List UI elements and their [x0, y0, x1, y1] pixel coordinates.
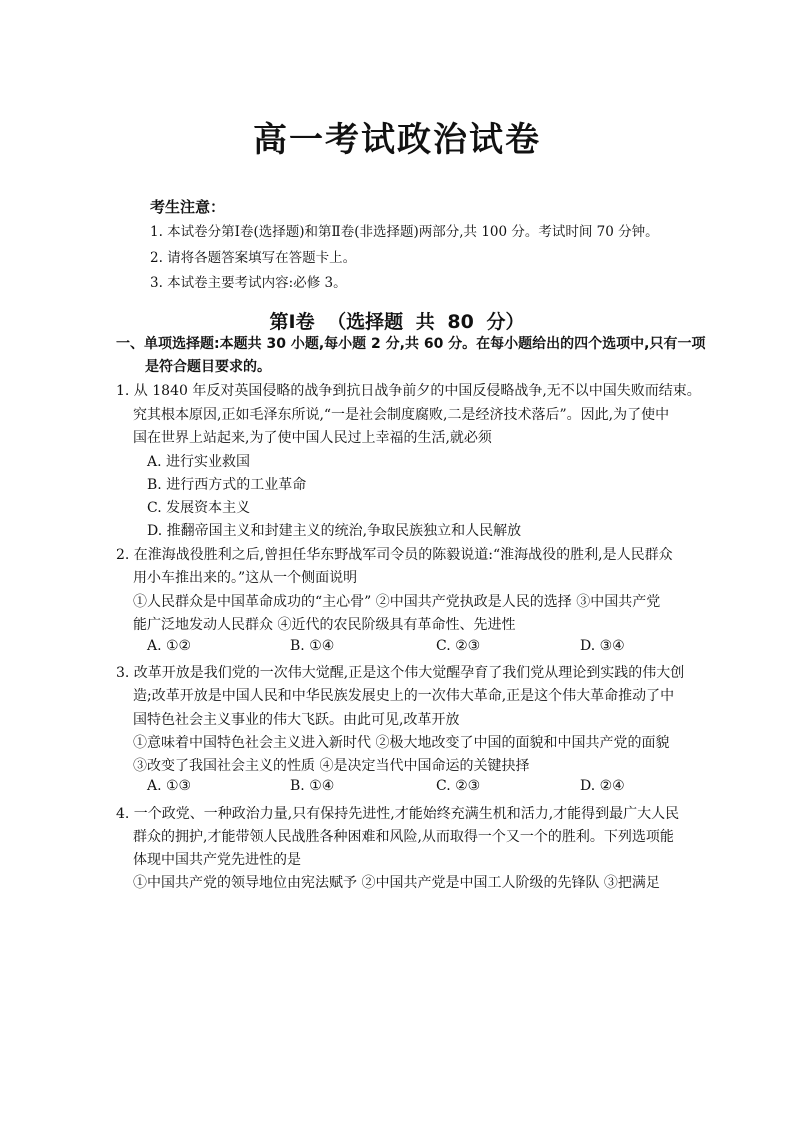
question-4-text: 4. 一个政党、一种政治力量,只有保持先进性,才能始终充满生机和活力,才能得到最广大人民 [116, 806, 680, 822]
question-2-option-b: B. ①④ [290, 638, 335, 654]
section-heading: 第Ⅰ卷 （选择题 共 80 分） [269, 311, 525, 333]
notice-heading: 考生注意： [150, 198, 226, 216]
section-instruction: 是符合题目要求的。 [145, 359, 271, 375]
question-2-text: 能广泛地发动人民群众 ④近代的农民阶级具有革命性、先进性 [133, 617, 516, 633]
question-3-text: ③改变了我国社会主义的性质 ④是决定当代中国命运的关键抉择 [133, 758, 530, 774]
question-4-text: 体现中国共产党先进性的是 [133, 852, 301, 868]
question-2-option-c: C. ②③ [436, 638, 481, 654]
question-2-option-a: A. ①② [147, 638, 192, 654]
notice-line: 2. 请将各题答案填写在答题卡上。 [150, 250, 357, 266]
question-3-option-c: C. ②③ [436, 778, 481, 794]
notice-line: 1. 本试卷分第Ⅰ卷(选择题)和第Ⅱ卷(非选择题)两部分,共 100 分。考试时间 70 分钟。 [150, 224, 659, 240]
question-2-option-d: D. ③④ [580, 638, 625, 654]
section-instruction: 一、单项选择题:本题共 30 小题,每小题 2 分,共 60 分。在每小题给出的四个选项中,只有一项 [116, 336, 706, 352]
question-4-text: ①中国共产党的领导地位由宪法赋予 ②中国共产党是中国工人阶级的先锋队 ③把满足 [133, 875, 660, 891]
question-1-option-c: C. 发展资本主义 [147, 500, 251, 516]
question-3-option-b: B. ①④ [290, 778, 335, 794]
question-1-text: 国在世界上站起来,为了使中国人民过上幸福的生活,就必须 [133, 430, 492, 446]
question-2-text: 2. 在淮海战役胜利之后,曾担任华东野战军司令员的陈毅说道:“淮海战役的胜利,是人民群众 [116, 547, 673, 563]
question-3-text: 3. 改革开放是我们党的一次伟大觉醒,正是这个伟大觉醒孕育了我们党从理论到实践的伟大创 [116, 665, 685, 681]
question-1-text: 究其根本原因,正如毛泽东所说,“一是社会制度腐败,二是经济技术落后”。因此,为了使中 [133, 407, 670, 423]
question-1-option-b: B. 进行西方式的工业革命 [147, 477, 307, 493]
question-3-text: 造;改革开放是中国人民和中华民族发展史上的一次伟大革命,正是这个伟大革命推动了中 [133, 688, 675, 704]
question-3-option-a: A. ①③ [147, 778, 192, 794]
question-2-text: 用小车推出来的。”这从一个侧面说明 [133, 570, 358, 586]
question-3-text: ①意味着中国特色社会主义进入新时代 ②极大地改变了中国的面貌和中国共产党的面貌 [133, 735, 670, 751]
question-3-option-d: D. ②④ [580, 778, 625, 794]
question-1-text: 1. 从 1840 年反对英国侵略的战争到抗日战争前夕的中国反侵略战争,无不以中国失败而结束。 [116, 383, 701, 399]
question-1-option-d: D. 推翻帝国主义和封建主义的统治,争取民族独立和人民解放 [147, 523, 522, 539]
notice-line: 3. 本试卷主要考试内容:必修 3。 [150, 275, 347, 291]
question-4-text: 群众的拥护,才能带领人民战胜各种困难和风险,从而取得一个又一个的胜利。下列选项能 [133, 829, 674, 845]
question-3-text: 国特色社会主义事业的伟大飞跃。由此可见,改革开放 [133, 712, 460, 728]
question-1-option-a: A. 进行实业救国 [147, 454, 251, 470]
question-2-text: ①人民群众是中国革命成功的“主心骨” ②中国共产党执政是人民的选择 ③中国共产党 [133, 594, 661, 610]
page-title: 高一考试政治试卷 [253, 120, 541, 160]
